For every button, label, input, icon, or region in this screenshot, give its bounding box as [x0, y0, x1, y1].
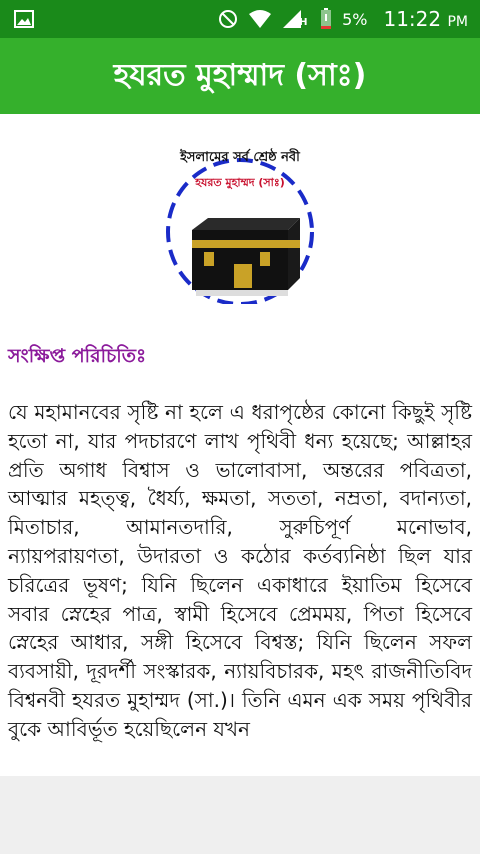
app-bar	[0, 38, 480, 114]
article-body: যে মহামানবের সৃষ্টি না হলে এ ধরাপৃষ্ঠের কোনো কিছুই সৃষ্টি হতো না, যার পদচারণে লাখ পৃথিবী ধন্য হয়েছে; আল্লাহর প্রতি অগাধ বিশ্বাস ও ভালোবাসা, অন্তরের পবিত্রতা, আত্মার মহত্ত্ব, ধৈর্য্য, ক্ষমতা, সততা, নম্রতা, বদান্যতা, মিতাচার, আমানতদারি, সুরুচিপূর্ণ মনোভাব, ন্যায়পরায়ণতা, উদারতা ও কঠোর কর্তব্যনিষ্ঠা ছিল যার চরিত্রের ভূষণ; যিনি ছিলেন একাধারে ইয়াতিম হিসেবে সবার স্নেহের পাত্র, স্বামী হিসেবে প্রেমময়, পিতা হিসেবে স্নেহের আধার, সঙ্গী হিসেবে বিশ্বস্ত; যিনি ছিলেন সফল ব্যবসায়ী, দূরদর্শী সংস্কারক, ন্যায়বিচারক, মহৎ রাজনীতিবিদ বিশ্বনবী হযরত মুহাম্মদ (সা.)। তিনি এমন এক সময় পৃথিবীর বুকে আবির্ভূত হয়েছিলেন যখন	[8, 400, 472, 741]
clock-time: 11:22	[383, 7, 442, 31]
logo-line-2: হযরত মুহাম্মদ (সাঃ)	[195, 176, 285, 189]
battery-percent: 5%	[342, 9, 368, 29]
intro-heading: সংক্ষিপ্ত পরিচিতিঃ	[8, 345, 147, 367]
bottom-area	[0, 776, 480, 854]
battery-icon	[320, 8, 332, 30]
clock	[383, 7, 468, 31]
logo-line-1: ইসলামের সর্ব শ্রেষ্ঠ নবী	[180, 150, 300, 165]
signal-icon	[282, 9, 308, 29]
clock-ampm: PM	[447, 14, 468, 30]
network-type-label: H	[299, 17, 308, 28]
app-title: হযরত মুহাম্মাদ (সাঃ)	[113, 57, 367, 93]
wifi-icon	[248, 9, 272, 29]
status-bar	[0, 0, 480, 38]
logo	[160, 144, 320, 304]
content-scroll-area[interactable]	[0, 114, 480, 776]
do-not-disturb-icon	[218, 9, 238, 29]
image-icon	[14, 10, 34, 28]
